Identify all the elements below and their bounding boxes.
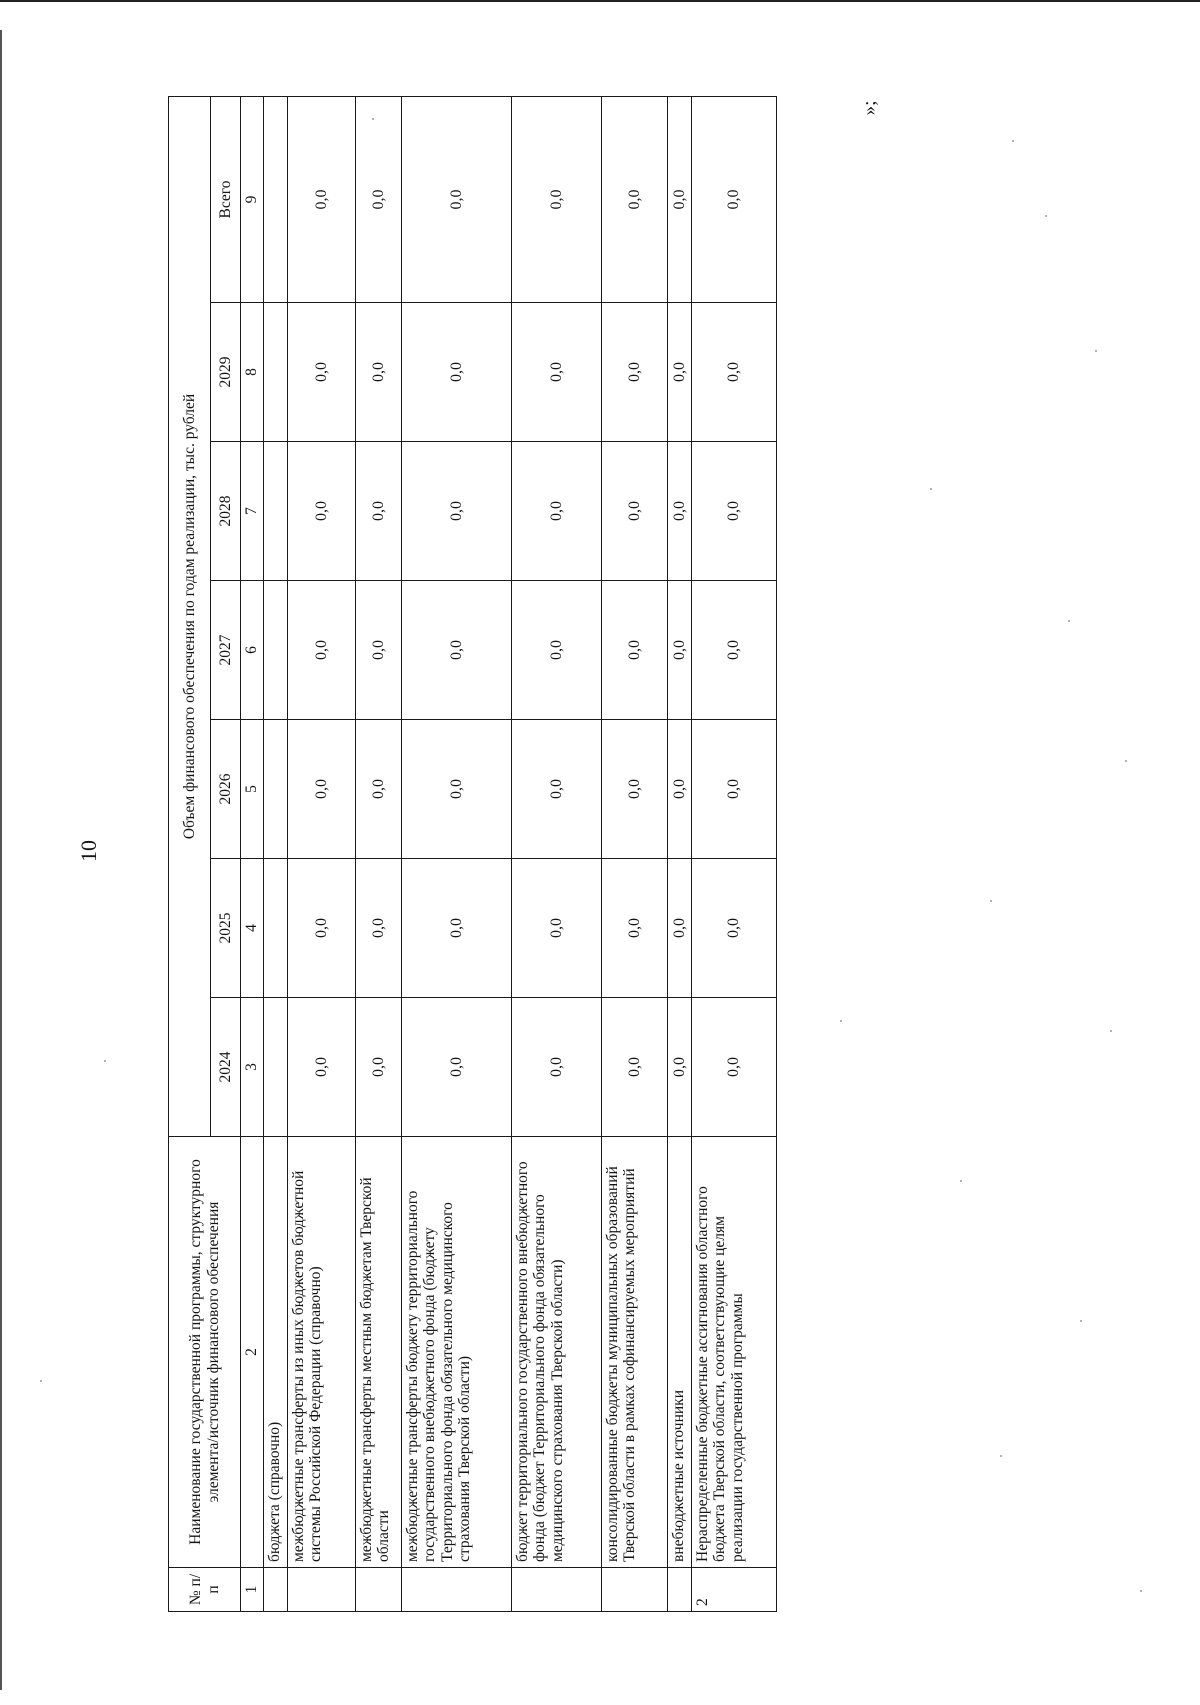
row-value-2029: 0,0 xyxy=(512,303,602,442)
row-value-total: 0,0 xyxy=(692,96,777,302)
row-name: внебюджетные источники xyxy=(668,1137,692,1568)
closing-quote-mark: »; xyxy=(859,100,880,116)
table-row xyxy=(264,96,288,1611)
scan-speck xyxy=(1045,215,1047,217)
scan-speck xyxy=(990,900,992,902)
header-total: Всего xyxy=(211,96,241,302)
row-value-2026: 0,0 xyxy=(288,720,356,859)
col-number-1: 1 xyxy=(241,1568,264,1612)
row-value-2024: 0,0 xyxy=(512,998,602,1137)
row-num: 2 xyxy=(692,1568,777,1612)
row-name: межбюджетные трансферты бюджету территориального государственного внебюджетного фонда (бюджету Территориального фонда обязательного медицинского страхования Тверской области) xyxy=(402,1137,512,1568)
table-row xyxy=(668,96,692,1611)
row-value-2028: 0,0 xyxy=(288,442,356,581)
row-value-2028: 0,0 xyxy=(512,442,602,581)
scan-speck xyxy=(1125,760,1127,762)
header-name: Наименование государственной программы, структурного элемента/источник финансового обеспечения xyxy=(169,1137,241,1568)
row-value-2025: 0,0 xyxy=(356,859,402,998)
scan-speck xyxy=(1110,1030,1112,1032)
row-value-2028: 0,0 xyxy=(602,442,668,581)
col-number-8: 8 xyxy=(241,303,264,442)
row-name: бюджета (справочно) xyxy=(264,1137,288,1568)
row-value-2026 xyxy=(264,720,288,859)
scan-speck xyxy=(1095,350,1097,352)
row-name: консолидированные бюджеты муниципальных образований Тверской области в рамках софинансируемых мероприятий xyxy=(602,1137,668,1568)
row-value-2024 xyxy=(264,998,288,1137)
header-year-2029: 2029 xyxy=(211,303,241,442)
row-value-2026: 0,0 xyxy=(602,720,668,859)
row-value-total: 0,0 xyxy=(668,96,692,302)
header-num: № п/п xyxy=(169,1568,241,1612)
row-num xyxy=(668,1568,692,1612)
row-num xyxy=(288,1568,356,1612)
row-value-total xyxy=(264,96,288,302)
scan-speck xyxy=(1068,620,1070,622)
row-value-2024: 0,0 xyxy=(692,998,777,1137)
row-value-2028: 0,0 xyxy=(356,442,402,581)
row-name: межбюджетные трансферты из иных бюджетов бюджетной системы Российской Федерации (справочно) xyxy=(288,1137,356,1568)
col-number-4: 4 xyxy=(241,859,264,998)
scan-speck xyxy=(960,1180,962,1182)
row-value-total: 0,0 xyxy=(356,96,402,302)
row-value-2025: 0,0 xyxy=(288,859,356,998)
row-value-2029: 0,0 xyxy=(602,303,668,442)
scan-speck xyxy=(1000,1455,1002,1457)
row-value-total: 0,0 xyxy=(602,96,668,302)
row-name: межбюджетные трансферты местным бюджетам Тверской области xyxy=(356,1137,402,1568)
row-num xyxy=(512,1568,602,1612)
table-row xyxy=(402,96,512,1611)
row-value-2027: 0,0 xyxy=(356,581,402,720)
row-value-total: 0,0 xyxy=(512,96,602,302)
row-value-2025: 0,0 xyxy=(512,859,602,998)
row-value-2025 xyxy=(264,859,288,998)
row-value-total: 0,0 xyxy=(402,96,512,302)
scan-speck xyxy=(1012,140,1014,142)
table-row xyxy=(602,96,668,1611)
table-row xyxy=(512,96,602,1611)
header-year-2024: 2024 xyxy=(211,998,241,1137)
row-value-2024: 0,0 xyxy=(402,998,512,1137)
row-value-2027 xyxy=(264,581,288,720)
row-value-2026: 0,0 xyxy=(692,720,777,859)
table-row xyxy=(692,96,777,1611)
row-value-2025: 0,0 xyxy=(692,859,777,998)
row-value-2028: 0,0 xyxy=(668,442,692,581)
row-value-2024: 0,0 xyxy=(668,998,692,1137)
header-funding: Объем финансового обеспечения по годам реализации, тыс. рублей xyxy=(169,96,211,1136)
header-year-2026: 2026 xyxy=(211,720,241,859)
row-value-2028 xyxy=(264,442,288,581)
row-value-total: 0,0 xyxy=(288,96,356,302)
row-num xyxy=(402,1568,512,1612)
col-number-6: 6 xyxy=(241,581,264,720)
header-row-1 xyxy=(169,96,211,1611)
row-num xyxy=(264,1568,288,1612)
row-value-2025: 0,0 xyxy=(602,859,668,998)
row-value-2028: 0,0 xyxy=(402,442,512,581)
scan-speck xyxy=(40,1380,42,1382)
row-value-2026: 0,0 xyxy=(402,720,512,859)
header-year-2027: 2027 xyxy=(211,581,241,720)
col-number-7: 7 xyxy=(241,442,264,581)
scan-speck xyxy=(104,1060,106,1062)
header-year-2028: 2028 xyxy=(211,442,241,581)
left-edge-rule xyxy=(0,30,2,1690)
row-value-2029: 0,0 xyxy=(668,303,692,442)
row-value-2024: 0,0 xyxy=(288,998,356,1137)
row-value-2029: 0,0 xyxy=(288,303,356,442)
scan-speck xyxy=(840,1020,842,1022)
row-name: бюджет территориального государственного внебюджетного фонда (бюджет Территориального фонда обязательного медицинского страхования Тверской области) xyxy=(512,1137,602,1568)
row-name: Нераспределенные бюджетные ассигнования областного бюджета Тверской области, соответствующие целям реализации государственной программы xyxy=(692,1137,777,1568)
row-num xyxy=(356,1568,402,1612)
top-edge-rule xyxy=(0,0,1200,2)
col-number-2: 2 xyxy=(241,1137,264,1568)
row-num xyxy=(602,1568,668,1612)
row-value-2026: 0,0 xyxy=(512,720,602,859)
scan-speck xyxy=(1080,1320,1082,1322)
row-value-2024: 0,0 xyxy=(356,998,402,1137)
row-value-2025: 0,0 xyxy=(668,859,692,998)
row-value-2029: 0,0 xyxy=(402,303,512,442)
row-value-2027: 0,0 xyxy=(402,581,512,720)
row-value-2027: 0,0 xyxy=(288,581,356,720)
header-year-2025: 2025 xyxy=(211,859,241,998)
rotated-table-container xyxy=(168,97,766,1612)
row-value-2029: 0,0 xyxy=(356,303,402,442)
scan-speck xyxy=(372,118,374,120)
row-value-2025: 0,0 xyxy=(402,859,512,998)
financing-table xyxy=(168,96,777,1612)
column-number-row xyxy=(241,96,264,1611)
col-number-3: 3 xyxy=(241,998,264,1137)
col-number-9: 9 xyxy=(241,96,264,302)
table-row xyxy=(288,96,356,1611)
row-value-2026: 0,0 xyxy=(668,720,692,859)
row-value-2029 xyxy=(264,303,288,442)
row-value-2029: 0,0 xyxy=(692,303,777,442)
row-value-2026: 0,0 xyxy=(356,720,402,859)
page-number: 10 xyxy=(76,840,101,862)
table-row xyxy=(356,96,402,1611)
scan-speck xyxy=(930,488,932,490)
row-value-2027: 0,0 xyxy=(512,581,602,720)
row-value-2027: 0,0 xyxy=(668,581,692,720)
row-value-2024: 0,0 xyxy=(602,998,668,1137)
row-value-2028: 0,0 xyxy=(692,442,777,581)
scan-speck xyxy=(1140,1590,1142,1592)
row-value-2027: 0,0 xyxy=(692,581,777,720)
col-number-5: 5 xyxy=(241,720,264,859)
row-value-2027: 0,0 xyxy=(602,581,668,720)
